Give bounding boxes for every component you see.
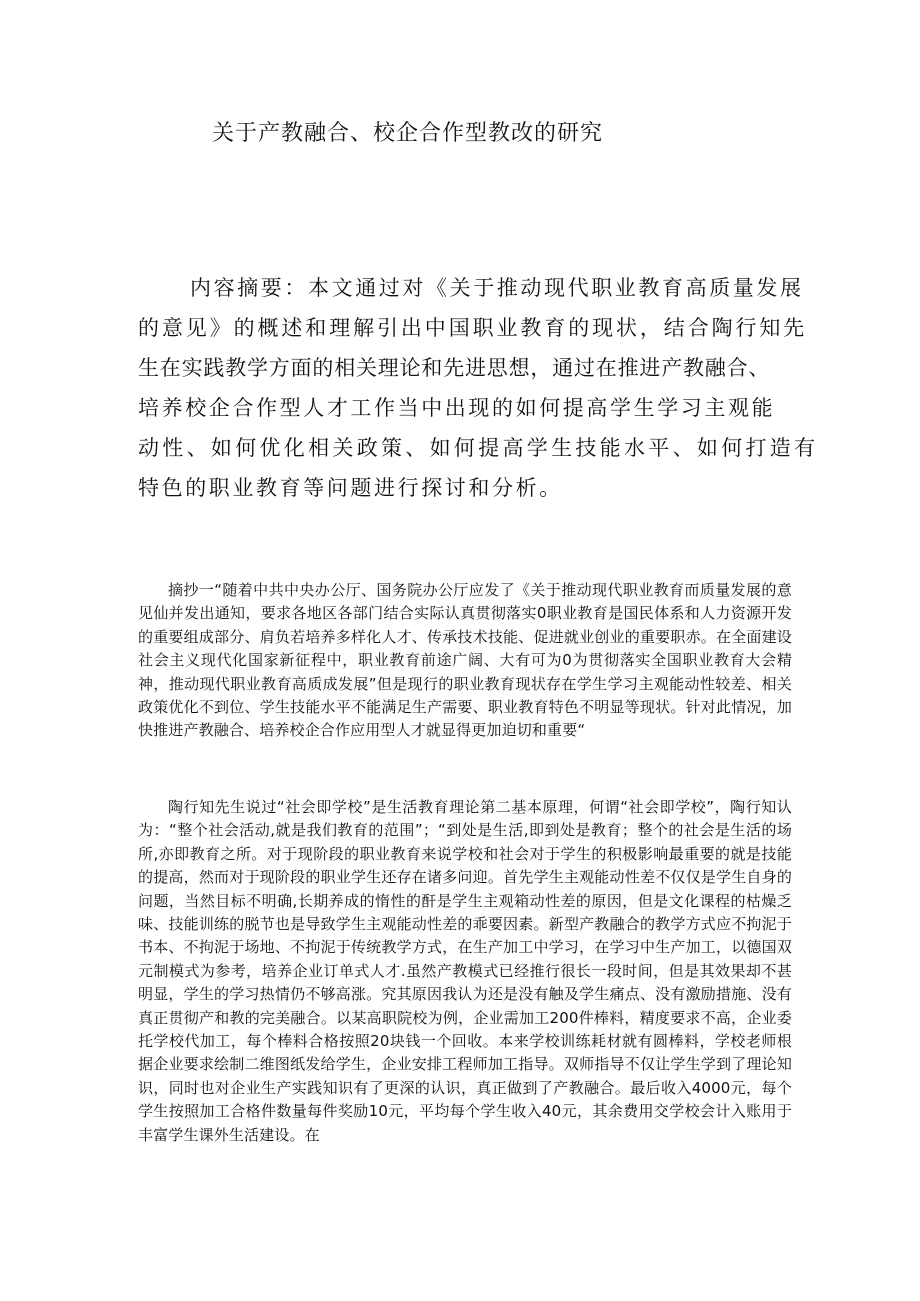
abstract-line: 的意见》的概述和理解引出中国职业教育的现状，结合陶行知先 (138, 316, 808, 340)
abstract-line: 培养校企合作型人才工作当中出现的如何提高学生学习主观能 (138, 396, 776, 420)
abstract-line: 内容摘要：本文通过对《关于推动现代职业教育高质量发展 (190, 276, 804, 300)
body-paragraph: 摘抄一“随着中共中央办公厅、国务院办公厅应发了《关于推动现代职业教育而质量发展的意见仙并发出通知，要求各地区各部门结合实际认真贯彻落实0职业教育是国民体系和人力资源开发的重要组成部分、肩负若培养多样化人才、传承技术技能、促进就业创业的重要职赤。在全面建设社会主义现代化国家新征程中，职业教育前途广阔、大有可为0为贯彻落实全国职业教育大会精神，推动现代职业教育高质成发展”但是现行的职业教育现状存在学生学习主观能动性较差、相关政策优化不到位、学生技能水平不能满足生产需要、职业教育特色不明显等现状。针对此情况，加快推进产教融合、培养校企合作应用型人才就显得更加迫切和重要“ (138, 581, 792, 740)
abstract-line: 特色的职业教育等问题进行探讨和分析。 (138, 476, 563, 500)
abstract-line: 生在实践教学方面的相关理论和先进思想，通过在推进产教融合、 (138, 356, 771, 380)
body-paragraph: 陶行知先生说过“社会即学校”是生活教育理论第二基本原理，何谓“社会即学校”，陶行知认为：“整个社会活动,就是我们教育的范围”；“到处是生活,即到处是教育；整个的社会是生活的场所,亦即教育之所。对于现阶段的职业教育来说学校和社会对于学生的积极影响最重要的就是技能的提高，然而对于现阶段的职业学生还存在诸多问迎。首先学生主观能动性差不仅仅是学生自身的问题，当然目标不明确,长期养成的惰性的酐是学生主观箱动性差的原因，但是文化课程的枯燥乏味、技能训练的脱节也是导致学生主观能动性差的乖要因素。新型产教融合的教学方式应不拘泥于书本、不拘泥于场地、不拘泥于传统教学方式，在生产加工中学习，在学习中生产加工，以德国双元制模式为参考，培养企业订单式人才.虽然产教模式已经推行很长一段时间，但是其效果却不甚明显，学生的学习热情仍不够高涨。究其原因我认为还是没有触及学生痛点、没有激励措施、没有真正贯彻产和教的完美融合。以某高职院校为例，企业需加工200件棒料，精度要求不高，企业委托学校代加工，每个棒料合格按照20块钱一个回收。本来学校训练耗材就有圆棒料，学校老师根据企业要求绘制二维图纸发给学生，企业安排工程师加工指导。双师指导不仅让学生学到了理论知识，同时也对企业生产实践知识有了更深的认识，真正做到了产教融合。最后收入4000元，每个学生按照加工合格件数量每件奖励10元，平均每个学生收入40元，其余费用交学校会计入账用于丰富学生课外生活建设。在 (138, 798, 792, 1144)
document-title: 关于产教融合、校企合作型教改的研究 (212, 121, 604, 146)
abstract-line: 动性、如何优化相关政策、如何提高学生技能水平、如何打造有 (138, 436, 819, 460)
abstract (138, 268, 819, 508)
